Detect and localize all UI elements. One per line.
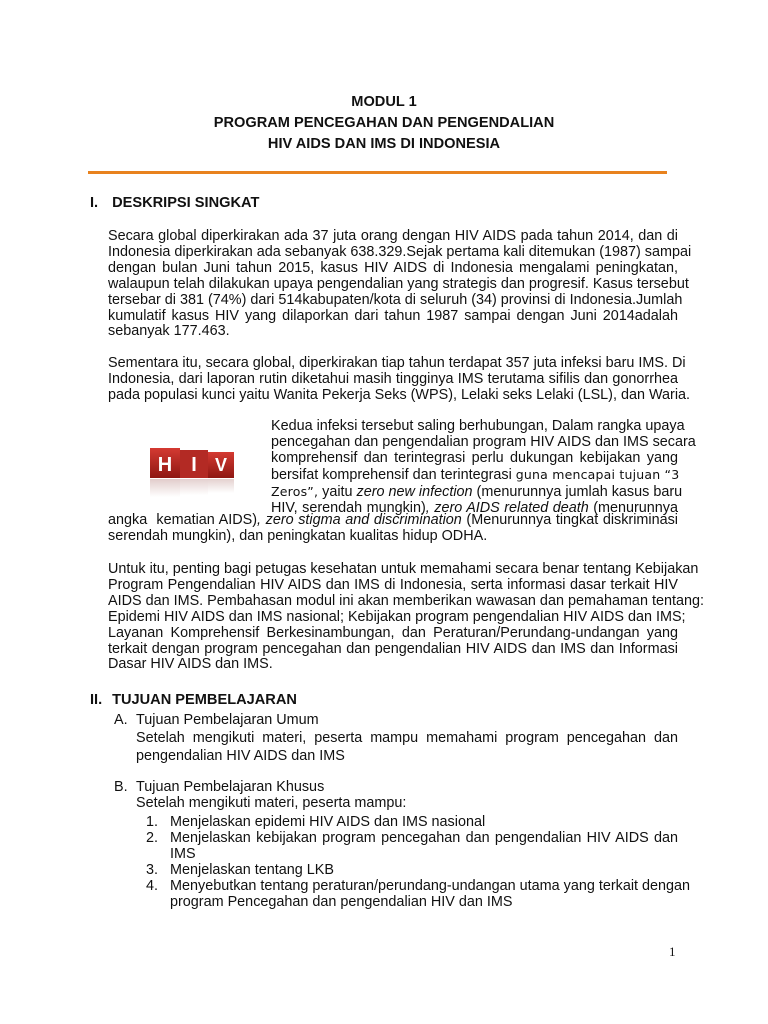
text-line: serendah mungkin), dan peningkatan kualitas hidup ODHA. xyxy=(108,527,488,544)
list-item xyxy=(146,877,691,911)
page-number: 1 xyxy=(669,944,676,959)
subsection-title: Tujuan Pembelajaran Khusus xyxy=(136,779,325,795)
text-line: IMS xyxy=(170,845,196,862)
paragraph-module-purpose xyxy=(108,561,704,673)
module-number: MODUL 1 xyxy=(351,94,417,110)
hiv-blocks-image xyxy=(124,432,260,510)
italic-term: zero new infection xyxy=(356,483,473,500)
text-line: Untuk itu, penting bagi petugas kesehatan untuk memahami secara benar tentang Kebijakan xyxy=(108,561,699,577)
text-run: guna mencapai tujuan “3 xyxy=(515,466,680,482)
text-line: Epidemi HIV AIDS dan IMS nasional; Kebijakan program pengendalian HIV AIDS dan IMS; xyxy=(108,608,686,625)
text-line: terkait dengan program pencegahan dan pengendalian HIV AIDS dan IMS dan Informasi xyxy=(108,640,678,657)
text-line: Program Pengendalian HIV AIDS dan IMS di Indonesia, serta informasi dasar terkait HIV xyxy=(108,576,678,593)
subsection-title: Tujuan Pembelajaran Umum xyxy=(136,712,319,728)
italic-term: , zero AIDS related death xyxy=(425,499,589,516)
text-line: kumulatif kasus HIV yang dilaporkan dari tahun 1987 sampai dengan Juni 2014adalah xyxy=(108,307,678,324)
list-item xyxy=(146,831,678,863)
subsection-a-heading xyxy=(114,712,319,728)
module-title xyxy=(0,92,768,155)
list-item xyxy=(146,815,678,831)
text-line: Secara global diperkirakan ada 37 juta orang dengan HIV AIDS pada tahun 2014, dan di xyxy=(108,228,678,244)
section-heading-deskripsi xyxy=(90,195,259,211)
module-title-line: PROGRAM PENCEGAHAN DAN PENGENDALIAN xyxy=(213,115,555,131)
text-line: program Pencegahan dan pengendalian HIV dan IMS xyxy=(170,893,513,910)
text-line: sebanyak 177.463. xyxy=(108,323,230,340)
subsection-letter: A. xyxy=(114,712,128,728)
image-letter-h: H xyxy=(157,454,173,476)
text-line: Indonesia diperkirakan ada sebanyak 638.329.Sejak pertama kali ditemukan (1987) sampai xyxy=(108,243,692,260)
subsection-a-text xyxy=(136,729,678,765)
text-line xyxy=(271,483,683,501)
text-line xyxy=(108,513,678,529)
text-line: Sementara itu, secara global, diperkirakan tiap tahun terdapat 357 juta infeksi baru IMS. Di xyxy=(108,355,686,371)
text-line: pada populasi kunci yaitu Wanita Pekerja Seks (WPS), Lelaki seks Lelaki (LSL), dan Waria. xyxy=(108,386,691,403)
text-line: AIDS dan IMS. Pembahasan modul ini akan memberikan wawasan dan pemahaman tentang: xyxy=(108,592,704,609)
text-line: tersebar di 381 (74%) dari 514kabupaten/kota di seluruh (34) provinsi di Indonesia.Jumlah xyxy=(108,291,683,308)
paragraph-three-zeros-continued xyxy=(108,513,678,545)
list-number: 2. xyxy=(146,829,159,846)
text-run: HIV, serendah mungkin) xyxy=(271,499,426,516)
text-line: pencegahan dan pengendalian program HIV AIDS dan IMS secara xyxy=(271,433,696,450)
text-line: pengendalian HIV AIDS dan IMS xyxy=(136,748,345,764)
text-line: Layanan Komprehensif Berkesinambungan, dan Peraturan/Perundang-undangan yang xyxy=(108,624,678,641)
text-line: Dasar HIV AIDS dan IMS. xyxy=(108,656,273,673)
text-line: walaupun telah dilakukan upaya pengendalian yang strategis dan progresif. Kasus tersebut xyxy=(108,275,689,292)
text-run: (Menurunnya tingkat diskriminasi xyxy=(461,512,678,528)
text-line: Menjelaskan tentang LKB xyxy=(170,861,335,878)
section-heading-tujuan xyxy=(90,692,297,708)
image-letter-v: V xyxy=(214,455,228,475)
subsection-b-heading xyxy=(114,779,324,795)
list-number: 3. xyxy=(146,861,159,878)
text-run: yaitu xyxy=(318,483,357,500)
text-run: (menurunnya jumlah kasus baru xyxy=(472,483,683,500)
paragraph-ims-infections xyxy=(108,355,691,404)
text-line: Setelah mengikuti materi, peserta mampu memahami program pencegahan dan xyxy=(136,730,678,746)
text-line xyxy=(271,467,678,484)
list-number: 4. xyxy=(146,877,159,894)
text-line: Indonesia, dari laporan rutin diketahui masih tingginya IMS terutama sifilis dan gonorrhea xyxy=(108,370,678,387)
text-run: (menurunnya xyxy=(588,499,678,516)
text-line: Menjelaskan epidemi HIV AIDS dan IMS nasional xyxy=(170,814,486,830)
module-title-line: HIV AIDS DAN IMS DI INDONESIA xyxy=(267,136,501,152)
section-number: II. xyxy=(90,692,103,708)
text-run: angka kematian AIDS) xyxy=(108,512,258,528)
italic-term: , zero stigma and discrimination xyxy=(257,512,462,528)
text-line: Kedua infeksi tersebut saling berhubungan, Dalam rangka upaya xyxy=(271,418,685,434)
text-line: Menjelaskan kebijakan program pencegahan dan pengendalian HIV AIDS dan xyxy=(170,829,678,846)
text-run: bersifat komprehensif dan terintegrasi xyxy=(271,466,516,483)
title-divider xyxy=(88,171,667,174)
subsection-letter: B. xyxy=(114,779,128,795)
paragraph-global-estimate xyxy=(108,228,692,340)
subsection-b-intro: Setelah mengikuti materi, peserta mampu: xyxy=(136,795,407,811)
list-item xyxy=(146,863,678,879)
section-number: I. xyxy=(90,195,99,211)
section-title: TUJUAN PEMBELAJARAN xyxy=(112,692,297,708)
learning-objectives-list xyxy=(146,814,691,910)
list-number: 1. xyxy=(146,814,159,830)
text-line: dengan bulan Juni tahun 2015, kasus HIV AIDS di Indonesia mengalami peningkatan, xyxy=(108,259,678,276)
text-line: Menyebutkan tentang peraturan/perundang-undangan utama yang terkait dengan xyxy=(170,877,691,894)
paragraph-three-zeros xyxy=(271,418,696,516)
section-title: DESKRIPSI SINGKAT xyxy=(112,195,260,211)
text-run: Zeros”, xyxy=(271,483,319,499)
text-line: komprehensif dan terintegrasi perlu dukungan kebijakan yang xyxy=(271,449,678,466)
image-letter-i: I xyxy=(191,454,197,476)
